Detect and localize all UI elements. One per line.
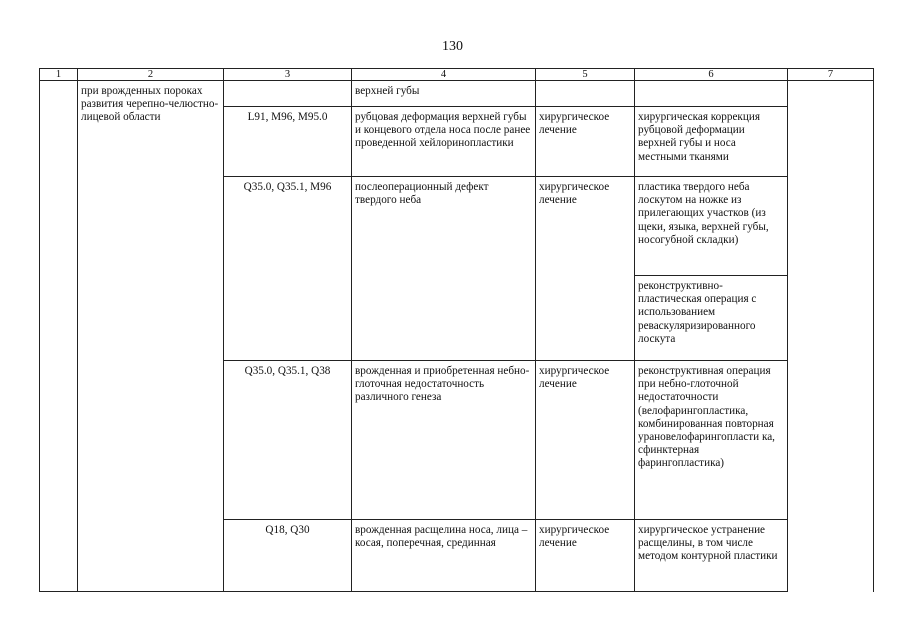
codes-cell: Q35.0, Q35.1, M96 [224,177,352,361]
page-number: 130 [442,39,463,54]
diagnosis-cell: рубцовая деформация верхней губы и концевого отдела носа после ранее проведенной хейлоринопластики [352,107,536,177]
method-cell: хирургическое устранение расщелины, в том числе методом контурной пластики [635,520,788,592]
extra-cell [788,81,874,592]
diagnosis-cell: послеоперационный дефект твердого неба [352,177,536,361]
method-cell: реконструктивно-пластическая операция с использованием реваскуляризированного лоскута [635,276,788,361]
diagnosis-cell: врожденная и приобретенная небно-глоточная недостаточность различного генеза [352,361,536,520]
method-cell: реконструктивная операция при небно-глоточной недостаточности (велофарингопластика, комбинированная повторная урановелофарингопласти ка, сфинктерная фарингопластика) [635,361,788,520]
method-cell: хирургическая коррекция рубцовой деформации верхней губы и носа местными тканями [635,107,788,177]
codes-cell: Q18, Q30 [224,520,352,592]
column-number: 3 [224,69,352,81]
group-label-cell: при врожденных пороках развития черепно-челюстно-лицевой области [78,81,224,592]
codes-cell [224,81,352,107]
treatment-cell [536,81,635,107]
diagnosis-cell: верхней губы [352,81,536,107]
diagnosis-cell: врожденная расщелина носа, лица – косая, поперечная, срединная [352,520,536,592]
column-number: 6 [635,69,788,81]
treatment-cell: хирургическое лечение [536,107,635,177]
column-number: 2 [78,69,224,81]
column-number: 7 [788,69,874,81]
treatment-cell: хирургическое лечение [536,361,635,520]
treatment-cell: хирургическое лечение [536,520,635,592]
codes-cell: L91, M96, M95.0 [224,107,352,177]
table-row [40,81,874,107]
method-cell: пластика твердого неба лоскутом на ножке из прилегающих участков (из щеки, языка, верхней губы, носогубной складки) [635,177,788,276]
column-number: 4 [352,69,536,81]
column-number: 1 [40,69,78,81]
codes-cell: Q35.0, Q35.1, Q38 [224,361,352,520]
method-cell [635,81,788,107]
row-number-cell [40,81,78,592]
procedures-table [39,68,874,592]
column-number-row [40,69,874,81]
column-number: 5 [536,69,635,81]
treatment-cell: хирургическое лечение [536,177,635,361]
